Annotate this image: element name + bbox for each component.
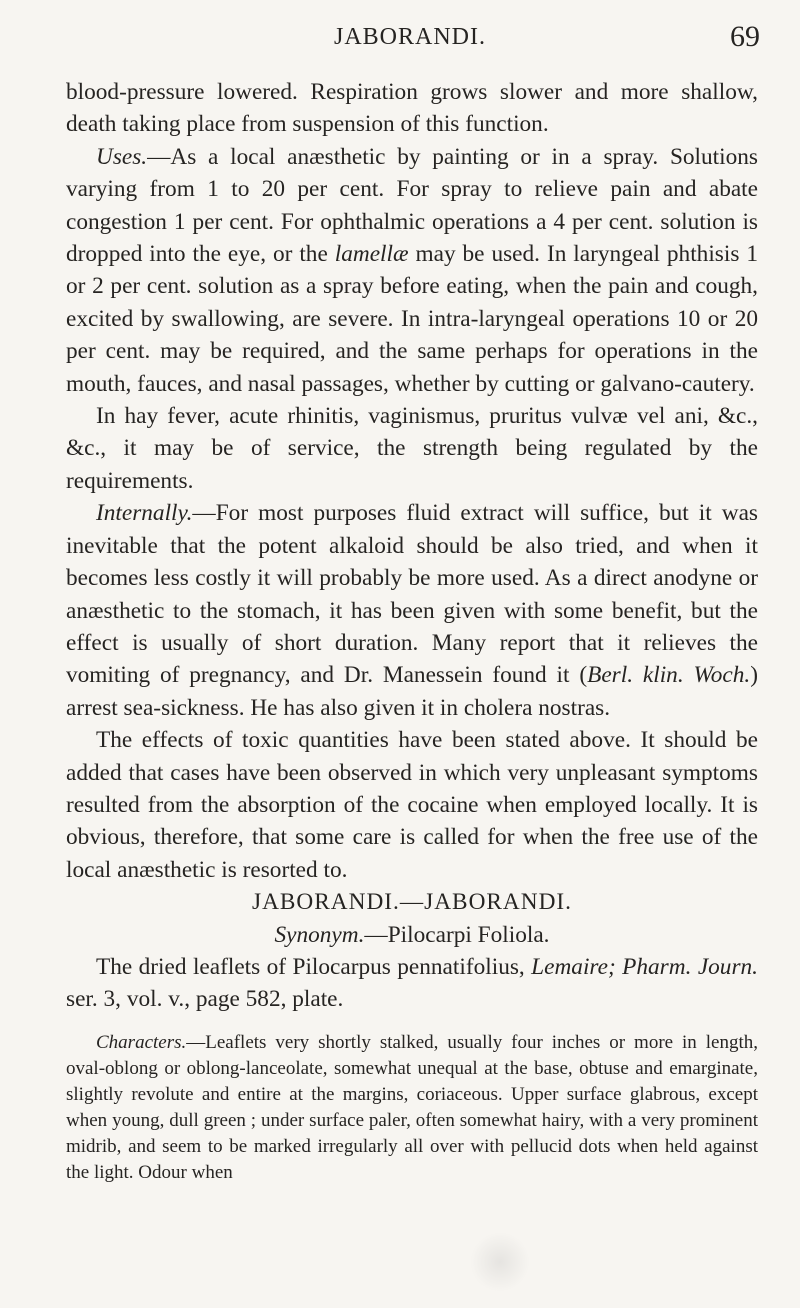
paragraph	[66, 141, 758, 400]
text-run: The dried leaflets of Pilocarpus pennatifolius,	[96, 953, 532, 980]
paragraph	[66, 497, 758, 724]
text-run: ) arrest sea-sickness. He has also given it in cholera nostras.	[66, 662, 758, 721]
italic-text: lamellæ	[334, 241, 409, 268]
characters-paragraph	[66, 1030, 758, 1186]
page-number: 69	[730, 20, 760, 53]
paragraph	[66, 724, 758, 886]
text-run: —For most purposes fluid extract will suffice, but it was inevitable that the potent alkaloid should be also tried, and when it becomes less costly it will probably be more used. As a direct anodyne or anæsthetic to the stomach, it has been given with some benefit, but the effect is usually of short duration. Many report that it relieves the vomiting of pregnancy, and Dr. Manessein found it (	[66, 500, 758, 689]
body-text	[66, 76, 758, 1186]
italic-text: Characters.	[96, 1031, 187, 1053]
italic-text: Internally.	[96, 500, 193, 527]
paragraph	[66, 400, 758, 497]
synonym-text: —Pilocarpi Foliola.	[364, 921, 550, 948]
italic-text: Lemaire; Pharm. Journ.	[531, 953, 758, 980]
page-header	[60, 14, 760, 64]
text-run: blood-pressure lowered. Respiration grows slower and more shallow, death taking place from suspension of this function.	[66, 79, 758, 138]
italic-text: Uses.	[96, 143, 148, 170]
paragraph	[66, 76, 758, 141]
text-run: —Leaflets very shortly stalked, usually four inches or more in length, oval-oblong or oblong-lanceolate, somewhat unequal at the base, obtuse and emarginate, slightly revolute and entire at the margins, coriaceous. Upper surface glabrous, except when young, dull green ; under surface paler, often somewhat hairy, with a very prominent midrib, and seem to be marked irregularly all over with pellucid dots when held against the light. Odour when	[66, 1031, 758, 1183]
text-run: may be used. In laryngeal phthisis 1 or 2 per cent. solution as a spray before eating, when the pain and cough, excited by swallowing, are severe. In intra-laryngeal operations 10 or 20 per cent. may be required, and the same perhaps for operations in the mouth, fauces, and nasal passages, whether by cutting or galvano-cautery.	[66, 241, 758, 397]
text-run: —As a local anæsthetic by painting or in a spray. Solutions varying from 1 to 20 per cent. For spray to relieve pain and abate congestion 1 per cent. For ophthalmic operations a 4 per cent. solution is dropped into the eye, or the	[66, 143, 758, 268]
text-run: The effects of toxic quantities have been stated above. It should be added that cases have been observed in which very unpleasant symptoms resulted from the absorption of the cocaine when employed locally. It is obvious, therefore, that some care is called for when the free use of the local anæsthetic is resorted to.	[66, 727, 758, 883]
section-title: JABORANDI.—JABORANDI.	[252, 889, 572, 916]
paragraph	[66, 951, 758, 1016]
page-smudge	[470, 1232, 530, 1292]
synonym-label: Synonym.	[274, 921, 365, 948]
text-run: ser. 3, vol. v., page 582, plate.	[66, 986, 344, 1013]
synonym-line	[66, 919, 758, 951]
running-head: JABORANDI.	[333, 24, 486, 50]
italic-text: Berl. klin. Woch.	[587, 662, 751, 689]
text-run: In hay fever, acute rhinitis, vaginismus, pruritus vulvæ vel ani, &c., &c., it may be of service, the strength being regulated by the requirements.	[66, 403, 758, 494]
